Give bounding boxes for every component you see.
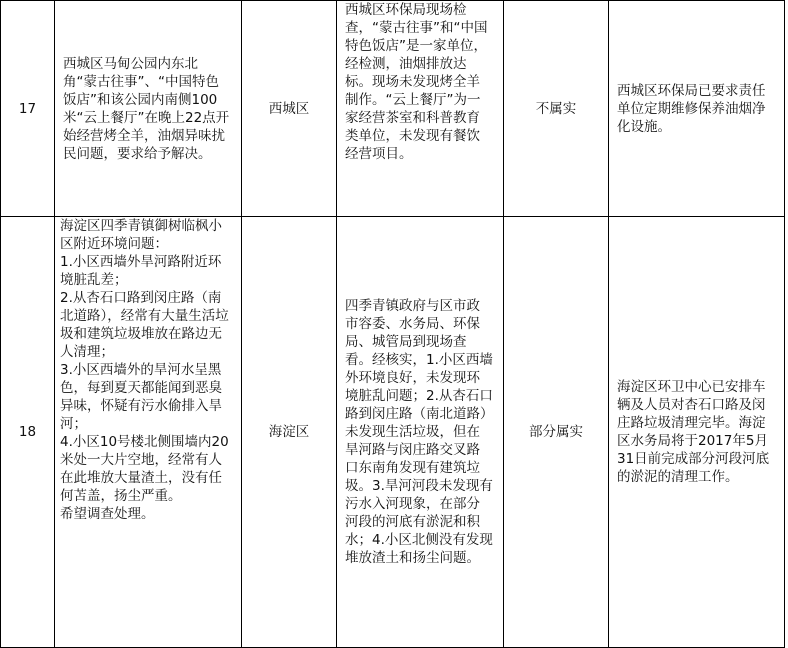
district-text: 海淀区 xyxy=(268,424,310,440)
action-cell xyxy=(609,1,785,217)
district-cell xyxy=(242,217,337,648)
table-row xyxy=(1,217,785,648)
complaint-cell xyxy=(55,217,242,648)
complaint-text: 海淀区四季青镇御树临枫小区附近环境问题： 1.小区西墙外旱河路附近环境脏乱差； 2.从杏石口路到闵庄路（南北道路），经常有大量生活垃圾和建筑垃圾堆放在路边无人清理； 3.小区西墙外的旱河水呈黑色，每到夏天都能闻到恶臭异味，怀疑有污水偷排入旱河； 4.小区10号楼北侧围墙内20米处一大片空地，经常有人在此堆放大量渣土，没有任何苫盖，扬尘严重。 希望调查处理。 xyxy=(60,218,229,522)
complaint-text: 西城区马甸公园内东北角“蒙古往事”、“中国特色饭店”和该公园内南侧100米“云上餐厅”在晚上22点开始经营烤全羊，油烟异味扰民问题，要求给予解决。 xyxy=(63,55,230,162)
row-number: 18 xyxy=(18,424,37,440)
table-row xyxy=(1,1,785,217)
verdict-text: 不属实 xyxy=(535,100,577,117)
action-text: 西城区环保局已要求责任单位定期维修保养油烟净化设施。 xyxy=(617,82,766,135)
district-text: 西城区 xyxy=(268,100,310,117)
verdict-cell xyxy=(504,1,609,217)
investigation-cell xyxy=(337,217,504,648)
district-cell xyxy=(242,1,337,217)
action-cell xyxy=(609,217,785,648)
investigation-text: 四季青镇政府与区市政市容委、水务局、环保局、城管局到现场查看。经核实，1.小区西墙外环境良好，未发现环境脏乱问题；2.从杏石口路到闵庄路（南北道路）未发现生活垃圾，但在旱河路与闵庄路交叉路口东南角发现有建筑垃圾。3.旱河河段未发现有污水入河现象，在部分河段的河底有淤泥和积水；4.小区北侧没有发现堆放渣土和扬尘问题。 xyxy=(345,298,493,566)
investigation-text: 西城区环保局现场检查，“蒙古往事”和“中国特色饭店”是一家单位，经检测，油烟排放达标。现场未发现烤全羊制作。“云上餐厅”为一家经营茶室和科普教育类单位，未发现有餐饮经营项目。 xyxy=(345,2,488,162)
action-text: 海淀区环卫中心已安排车辆及人员对杏石口路及闵庄路垃圾清理完毕。海淀区水务局将于2017年5月31日前完成部分河段河底的淤泥的清理工作。 xyxy=(617,379,770,485)
complaint-cell xyxy=(55,1,242,217)
row-number: 17 xyxy=(18,100,37,117)
row-number-cell xyxy=(1,217,55,648)
verdict-text: 部分属实 xyxy=(529,424,583,440)
verdict-cell xyxy=(504,217,609,648)
investigation-cell xyxy=(337,1,504,217)
row-number-cell xyxy=(1,1,55,217)
